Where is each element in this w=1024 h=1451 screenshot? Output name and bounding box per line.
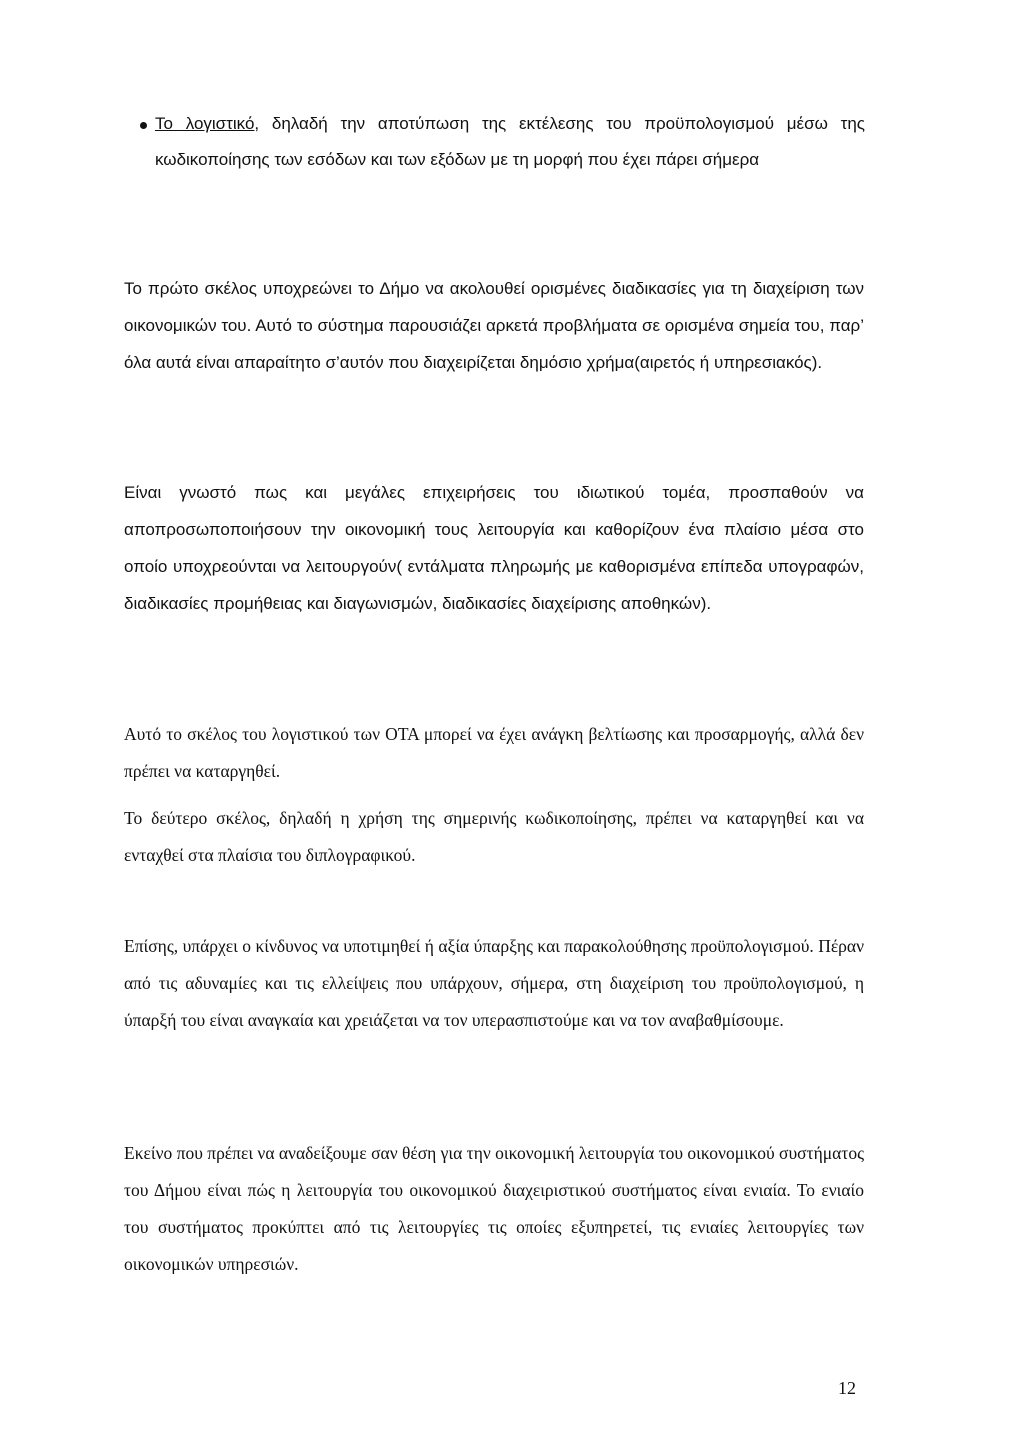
paragraph-second-section: Το δεύτερο σκέλος, δηλαδή η χρήση της σημερινής κωδικοποίησης, πρέπει να καταργηθεί και να ενταχθεί στα πλαίσια του διπλογραφικού.	[124, 808, 864, 865]
page-number: 12	[838, 1378, 856, 1398]
bullet-item	[155, 106, 865, 178]
bullet-dot-icon	[140, 122, 147, 129]
paragraph-first-section: Το πρώτο σκέλος υποχρεώνει το Δήμο να ακολουθεί ορισμένες διαδικασίες για τη διαχείριση των οικονομικών του. Αυτό το σύστημα παρουσιάζει αρκετά προβλήματα σε ορισμένα σημεία του, παρ’ όλα αυτά είναι απαραίτητο σ’αυτόν που διαχειρίζεται δημόσιο χρήμα(αιρετός ή υπηρεσιακός).	[124, 279, 864, 372]
bullet-body: , δηλαδή την αποτύπωση της εκτέλεσης του προϋπολογισμού μέσω της κωδικοποίησης των εσόδων και των εξόδων με τη μορφή που έχει πάρει σήμερα	[155, 114, 865, 169]
bullet-paragraph	[155, 106, 865, 178]
paragraph-private-sector: Είναι γνωστό πως και μεγάλες επιχειρήσεις του ιδιωτικού τομέα, προσπαθούν να αποπροσωποποιήσουν την οικονομική τους λειτουργία και καθορίζουν ένα πλαίσιο μέσα στο οποίο υποχρεούνται να λειτουργούν( εντάλματα πληρωμής με καθορισμένα επίπεδα υπογραφών, διαδικασίες προμήθειας και διαγωνισμών, διαδικασίες διαχείρισης αποθηκών).	[124, 483, 864, 613]
paragraph-ota-accounting: Αυτό το σκέλος του λογιστικού των ΟΤΑ μπορεί να έχει ανάγκη βελτίωσης και προσαρμογής, αλλά δεν πρέπει να καταργηθεί.	[124, 724, 864, 781]
paragraph-unified-system: Εκείνο που πρέπει να αναδείξουμε σαν θέση για την οικονομική λειτουργία του οικονομικού συστήματος του Δήμου είναι πώς η λειτουργία του οικονομικού διαχειριστικού συστήματος είναι ενιαία. Το ενιαίο του συστήματος προκύπτει από τις λειτουργίες τις οποίες εξυπηρετεί, τις ενιαίες λειτουργίες των οικονομικών υπηρεσιών.	[124, 1143, 864, 1274]
bullet-title: Το λογιστικό	[155, 114, 255, 133]
paragraph-budget-risk: Επίσης, υπάρχει ο κίνδυνος να υποτιμηθεί ή αξία ύπαρξης και παρακολούθησης προϋπολογισμού. Πέραν από τις αδυναμίες και τις ελλείψεις που υπάρχουν, σήμερα, στη διαχείριση του προϋπολογισμού, η ύπαρξή του είναι αναγκαία και χρειάζεται να τον υπερασπιστούμε και να τον αναβαθμίσουμε.	[124, 936, 864, 1030]
